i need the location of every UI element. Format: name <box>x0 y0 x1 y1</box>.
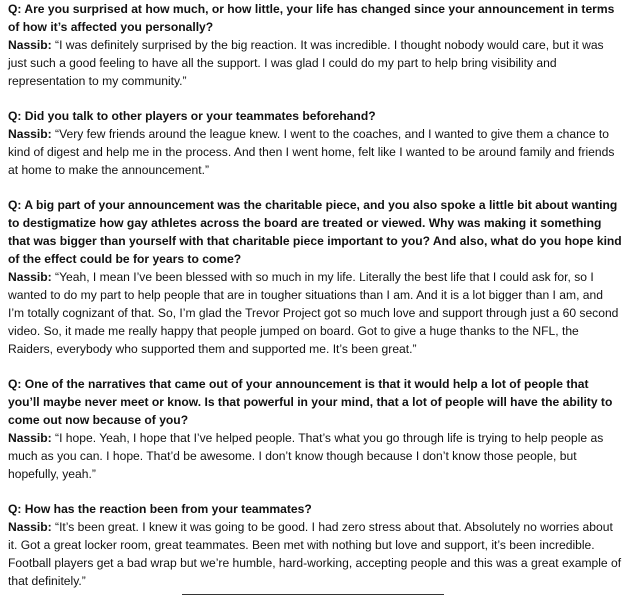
question-4: Q: One of the narratives that came out of your announcement is that it would help a lot of people that you’ll maybe never meet or know. Is that powerful in your mind, that a lot of people will have the ability to come out now because of you? <box>8 377 613 427</box>
answer-text: “Yeah, I mean I’ve been blessed with so much in my life. Literally the best life that I could ask for, so I wanted to do my part to help people that are in tougher situations than I am. And it is a lot bigger than I am, and I’m totally cognizant of that. So, I’m glad the Trevor Project got so much love and support through just a 60 second video. So, it made me really happy that people jumped on board. Got to give a huge thanks to the NFL, the Raiders, everybody who supported them and supported me. It’s been great.” <box>8 270 619 356</box>
qa-block-5 <box>8 500 622 590</box>
speaker-label: Nassib: <box>8 38 52 52</box>
question-3: Q: A big part of your announcement was the charitable piece, and you also spoke a little bit about wanting to destigmatize how gay athletes across the board are treated or viewed. Why was making it something that was bigger than yourself with that charitable piece important to you? And also, what do you hope kind of the effect could be for years to come? <box>8 198 622 266</box>
answer-4 <box>8 429 622 483</box>
speaker-label: Nassib: <box>8 127 52 141</box>
answer-text: “Very few friends around the league knew. I went to the coaches, and I wanted to give them a chance to kind of digest and help me in the process. And then I went home, felt like I wanted to be around family and friends at home to make the announcement.” <box>8 127 615 177</box>
answer-1 <box>8 36 622 90</box>
speaker-label: Nassib: <box>8 520 52 534</box>
answer-text: “I was definitely surprised by the big reaction. It was incredible. I thought nobody would care, but it was just such a good feeling to have all the support. I was glad I could do my part to help bring visibility and representation to my community.” <box>8 38 604 88</box>
interview-document <box>8 0 622 607</box>
qa-block-2 <box>8 107 622 179</box>
qa-block-4 <box>8 375 622 483</box>
qa-block-3 <box>8 196 622 358</box>
answer-3 <box>8 268 622 358</box>
question-2: Q: Did you talk to other players or your teammates beforehand? <box>8 109 376 123</box>
question-5: Q: How has the reaction been from your teammates? <box>8 502 312 516</box>
footer-divider-line <box>182 594 444 595</box>
question-1: Q: Are you surprised at how much, or how little, your life has changed since your announcement in terms of how it’s affected you personally? <box>8 2 615 34</box>
speaker-label: Nassib: <box>8 431 52 445</box>
answer-5 <box>8 518 622 590</box>
speaker-label: Nassib: <box>8 270 52 284</box>
qa-block-1 <box>8 0 622 90</box>
answer-2 <box>8 125 622 179</box>
answer-text: “It’s been great. I knew it was going to be good. I had zero stress about that. Absolutely no worries about it. Got a great locker room, great teammates. Been met with nothing but love and support, it’s been incredible. Football players get a bad wrap but we’re humble, hard-working, accepting people and this was a great example of that definitely.” <box>8 520 622 588</box>
answer-text: “I hope. Yeah, I hope that I’ve helped people. That’s what you go through life is trying to help people as much as you can. I hope. That’d be awesome. I don’t know though because I don’t know those people, but hopefully, yeah.” <box>8 431 604 481</box>
